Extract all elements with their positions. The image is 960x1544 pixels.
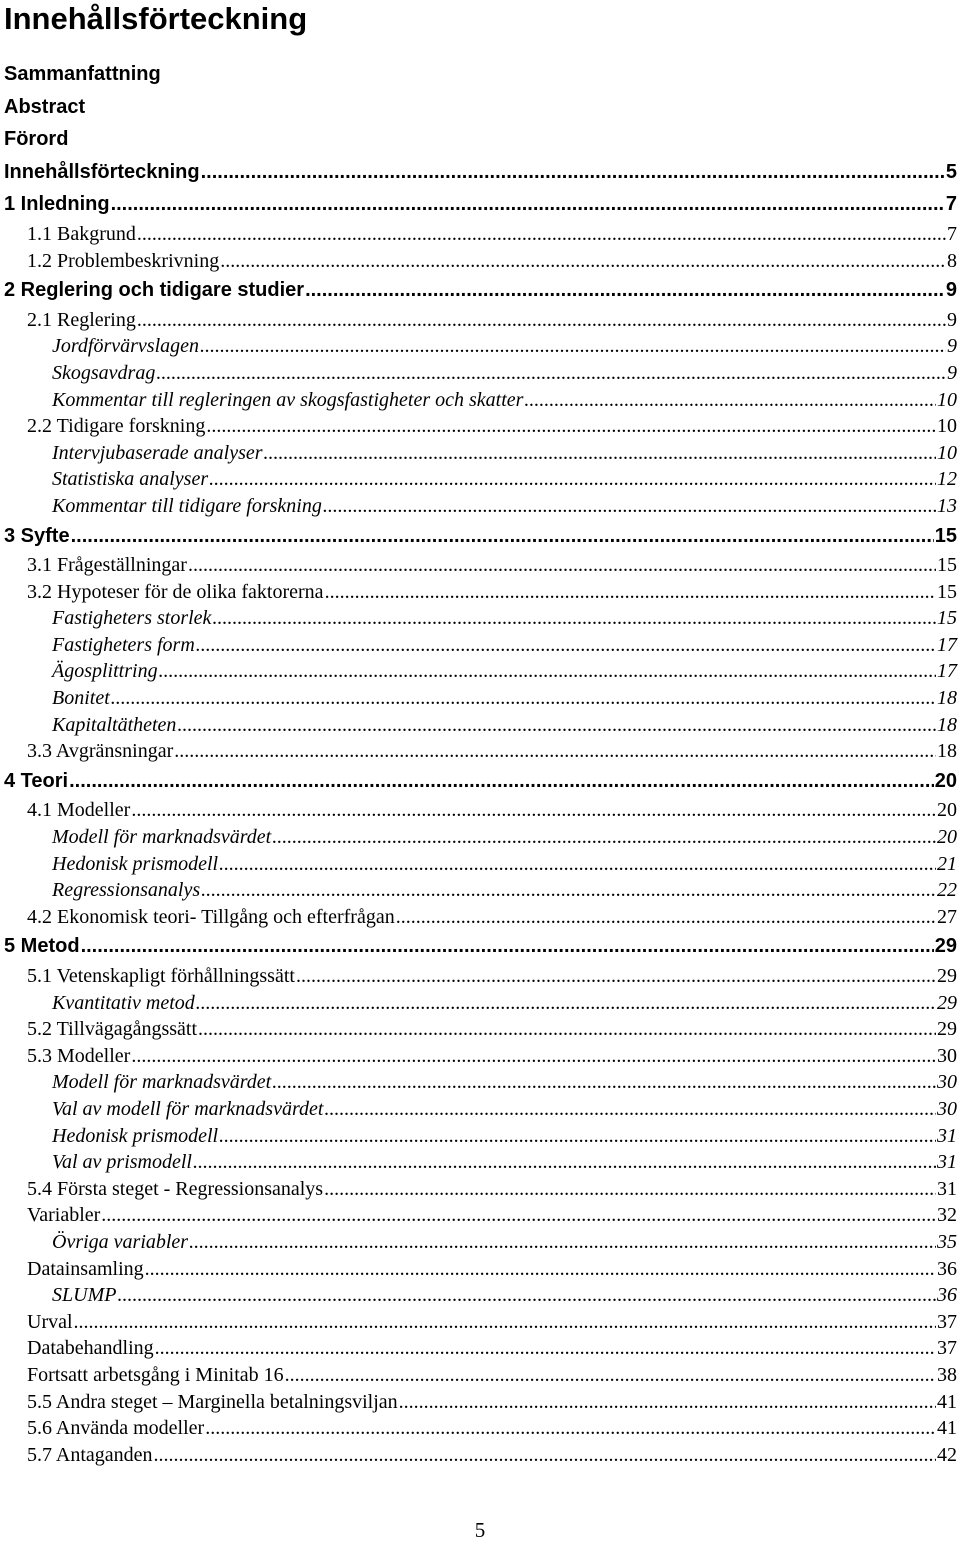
toc-entry-page-number: 37 bbox=[937, 1337, 957, 1360]
toc-entry-page-number: 30 bbox=[937, 1071, 957, 1094]
table-of-contents bbox=[0, 58, 960, 1468]
toc-entry-title: 1.2 Problembeskrivning bbox=[27, 249, 220, 272]
toc-entry-page-number: 31 bbox=[937, 1151, 957, 1174]
toc-entry[interactable] bbox=[0, 712, 960, 739]
toc-dot-leader bbox=[305, 274, 945, 307]
toc-entry-title: Jordförvärvslagen bbox=[52, 335, 200, 358]
toc-dot-leader bbox=[219, 1123, 936, 1150]
toc-dot-leader bbox=[145, 1256, 936, 1283]
toc-entry-title: Kvantitativ metod bbox=[52, 991, 195, 1014]
toc-entry-page-number: 29 bbox=[937, 965, 957, 987]
toc-entry-page-number: 15 bbox=[937, 580, 957, 603]
toc-entry-title: 5 Metod bbox=[4, 935, 80, 958]
toc-entry[interactable] bbox=[0, 824, 960, 851]
toc-dot-leader bbox=[71, 520, 934, 553]
toc-entry[interactable] bbox=[0, 1149, 960, 1176]
toc-entry-title: 5.3 Modeller bbox=[27, 1044, 131, 1067]
toc-entry[interactable] bbox=[0, 274, 960, 307]
toc-entry[interactable] bbox=[0, 797, 960, 824]
toc-dot-leader bbox=[196, 990, 936, 1017]
toc-dot-leader bbox=[69, 765, 934, 798]
toc-entry[interactable] bbox=[0, 493, 960, 520]
toc-entry[interactable] bbox=[0, 579, 960, 606]
toc-dot-leader bbox=[296, 963, 936, 990]
toc-dot-leader bbox=[205, 1415, 936, 1442]
toc-entry-page-number: 13 bbox=[937, 494, 957, 517]
toc-entry-page-number: 36 bbox=[937, 1284, 957, 1307]
toc-entry-page-number: 38 bbox=[937, 1363, 957, 1386]
toc-entry-page-number: 31 bbox=[937, 1124, 957, 1147]
toc-entry[interactable] bbox=[0, 333, 960, 360]
toc-entry[interactable] bbox=[0, 552, 960, 579]
toc-entry-title: 5.4 Första steget - Regressionsanalys bbox=[27, 1177, 324, 1200]
toc-entry-page-number: 15 bbox=[937, 554, 957, 577]
toc-entry-title: Innehållsförteckning bbox=[4, 160, 200, 183]
toc-entry-title: Sammanfattning bbox=[4, 63, 161, 85]
toc-entry-title: 1 Inledning bbox=[4, 193, 110, 216]
toc-entry-page-number: 8 bbox=[947, 249, 957, 272]
toc-entry-title: Regressionsanalys bbox=[52, 879, 201, 902]
toc-entry[interactable] bbox=[0, 1069, 960, 1096]
toc-entry[interactable] bbox=[0, 413, 960, 440]
toc-entry[interactable] bbox=[0, 58, 960, 91]
toc-entry-title: 5.7 Antaganden bbox=[27, 1443, 153, 1466]
toc-entry-page-number: 20 bbox=[937, 799, 957, 822]
toc-entry-page-number: 9 bbox=[947, 335, 957, 358]
toc-entry-page-number: 18 bbox=[937, 687, 957, 710]
toc-entry[interactable] bbox=[0, 1016, 960, 1043]
toc-entry-page-number: 30 bbox=[937, 1044, 957, 1067]
toc-entry-title: 4 Teori bbox=[4, 769, 69, 792]
toc-entry-page-number: 29 bbox=[937, 1018, 957, 1041]
toc-dot-leader bbox=[174, 738, 936, 765]
toc-entry-page-number: 17 bbox=[937, 633, 957, 656]
toc-entry[interactable] bbox=[0, 904, 960, 931]
toc-entry[interactable] bbox=[0, 738, 960, 765]
toc-entry[interactable] bbox=[0, 156, 960, 189]
toc-entry[interactable] bbox=[0, 1282, 960, 1309]
toc-entry[interactable] bbox=[0, 963, 960, 990]
toc-entry[interactable] bbox=[0, 1096, 960, 1123]
toc-entry-title: 2 Reglering och tidigare studier bbox=[4, 279, 305, 302]
toc-entry-title: 5.5 Andra steget – Marginella betalningsviljan bbox=[27, 1390, 398, 1413]
toc-entry-title: 1.1 Bakgrund bbox=[27, 222, 136, 245]
toc-entry[interactable] bbox=[0, 1415, 960, 1442]
toc-dot-leader bbox=[196, 632, 936, 659]
page-number: 5 bbox=[474, 1518, 486, 1542]
toc-entry-title: Fastigheters form bbox=[52, 633, 195, 656]
toc-entry-page-number: 17 bbox=[937, 660, 957, 683]
toc-entry[interactable] bbox=[0, 221, 960, 248]
toc-dot-leader bbox=[272, 1069, 936, 1096]
toc-entry-page-number: 7 bbox=[945, 193, 957, 216]
toc-dot-leader bbox=[200, 333, 946, 360]
toc-dot-leader bbox=[209, 466, 936, 493]
toc-entry-title: 3.1 Frågeställningar bbox=[27, 554, 187, 577]
toc-entry-title: Hedonisk prismodell bbox=[52, 1124, 219, 1147]
toc-entry-title: 5.2 Tillvägagångssätt bbox=[27, 1018, 198, 1041]
toc-entry[interactable] bbox=[0, 851, 960, 878]
toc-dot-leader bbox=[193, 1149, 936, 1176]
toc-dot-leader bbox=[189, 1229, 936, 1256]
toc-entry-title: Modell för marknadsvärdet bbox=[52, 826, 272, 849]
toc-entry-title: Bonitet bbox=[52, 687, 110, 710]
toc-dot-leader bbox=[524, 387, 936, 414]
toc-entry[interactable] bbox=[0, 387, 960, 414]
toc-entry-page-number: 41 bbox=[937, 1390, 957, 1413]
toc-dot-leader bbox=[206, 413, 936, 440]
toc-entry[interactable] bbox=[0, 1043, 960, 1070]
toc-dot-leader bbox=[399, 1389, 936, 1416]
toc-entry[interactable] bbox=[0, 1229, 960, 1256]
toc-dot-leader bbox=[188, 552, 936, 579]
toc-entry[interactable] bbox=[0, 685, 960, 712]
toc-entry[interactable] bbox=[0, 91, 960, 124]
toc-entry[interactable] bbox=[0, 1256, 960, 1283]
toc-entry-page-number: 9 bbox=[947, 361, 957, 384]
toc-entry[interactable] bbox=[0, 1202, 960, 1229]
toc-dot-leader bbox=[74, 1309, 936, 1336]
toc-entry-page-number: 7 bbox=[947, 222, 957, 245]
toc-entry-page-number: 35 bbox=[937, 1230, 957, 1253]
toc-entry-title: 2.2 Tidigare forskning bbox=[27, 415, 206, 438]
toc-entry[interactable] bbox=[0, 188, 960, 221]
toc-entry-title: Kommentar till regleringen av skogsfastigheter och skatter bbox=[52, 388, 524, 411]
toc-entry-page-number: 36 bbox=[937, 1257, 957, 1280]
toc-dot-leader bbox=[137, 307, 946, 334]
toc-entry-page-number: 18 bbox=[937, 713, 957, 736]
toc-entry-page-number: 32 bbox=[937, 1204, 957, 1227]
toc-entry-page-number: 27 bbox=[937, 905, 957, 928]
toc-dot-leader bbox=[201, 156, 945, 189]
toc-entry-page-number: 15 bbox=[937, 607, 957, 630]
toc-entry-title: 3 Syfte bbox=[4, 524, 70, 547]
toc-entry-title: 3.2 Hypoteser för de olika faktorerna bbox=[27, 580, 324, 603]
toc-entry-page-number: 29 bbox=[937, 991, 957, 1014]
toc-dot-leader bbox=[325, 579, 936, 606]
toc-entry-page-number: 41 bbox=[937, 1417, 957, 1440]
toc-entry-title: Kapitaltätheten bbox=[52, 713, 177, 736]
toc-entry[interactable] bbox=[0, 658, 960, 685]
toc-entry[interactable] bbox=[0, 605, 960, 632]
toc-entry[interactable] bbox=[0, 1389, 960, 1416]
toc-dot-leader bbox=[155, 1335, 936, 1362]
toc-entry-title: Skogsavdrag bbox=[52, 361, 156, 384]
toc-entry-page-number: 18 bbox=[937, 740, 957, 763]
toc-entry-page-number: 15 bbox=[934, 524, 957, 547]
toc-dot-leader bbox=[396, 904, 936, 931]
toc-entry[interactable] bbox=[0, 1362, 960, 1389]
toc-entry[interactable] bbox=[0, 466, 960, 493]
toc-entry-page-number: 20 bbox=[934, 769, 957, 792]
toc-entry-title: 4.1 Modeller bbox=[27, 799, 131, 822]
toc-entry-title: Ägosplittring bbox=[52, 660, 158, 683]
toc-dot-leader bbox=[323, 493, 936, 520]
toc-entry-title: Databehandling bbox=[27, 1337, 154, 1360]
toc-entry[interactable] bbox=[0, 632, 960, 659]
toc-entry[interactable] bbox=[0, 930, 960, 963]
toc-entry-title: 5.1 Vetenskapligt förhållningssätt bbox=[27, 965, 295, 987]
toc-dot-leader bbox=[177, 712, 936, 739]
toc-entry-page-number: 22 bbox=[937, 879, 957, 902]
toc-entry[interactable] bbox=[0, 123, 960, 156]
toc-entry-title: Val av modell för marknadsvärdet bbox=[52, 1097, 324, 1120]
toc-entry[interactable] bbox=[0, 1176, 960, 1203]
toc-dot-leader bbox=[285, 1362, 936, 1389]
toc-dot-leader bbox=[131, 1043, 936, 1070]
toc-entry[interactable] bbox=[0, 248, 960, 275]
toc-dot-leader bbox=[154, 1442, 936, 1469]
toc-entry-page-number: 29 bbox=[934, 935, 957, 958]
toc-entry-title: Fastigheters storlek bbox=[52, 607, 212, 630]
toc-entry-title: 2.1 Reglering bbox=[27, 308, 136, 331]
toc-entry-title: Hedonisk prismodell bbox=[52, 852, 219, 875]
toc-entry[interactable] bbox=[0, 520, 960, 553]
toc-entry-title: Kommentar till tidigare forskning bbox=[52, 494, 322, 517]
toc-entry-title: Övriga variabler bbox=[52, 1230, 189, 1253]
toc-dot-leader bbox=[212, 605, 936, 632]
toc-entry[interactable] bbox=[0, 1309, 960, 1336]
toc-entry-page-number: 5 bbox=[945, 160, 957, 183]
toc-entry[interactable] bbox=[0, 307, 960, 334]
toc-entry-title: Variabler bbox=[27, 1204, 101, 1227]
toc-entry-page-number: 10 bbox=[937, 388, 957, 411]
toc-dot-leader bbox=[264, 440, 936, 467]
toc-entry-page-number: 10 bbox=[937, 441, 957, 464]
toc-entry-title: Förord bbox=[4, 128, 69, 151]
page-title: Innehållsförteckning bbox=[4, 1, 308, 36]
toc-entry-title: SLUMP bbox=[52, 1284, 117, 1307]
toc-dot-leader bbox=[137, 221, 946, 248]
toc-dot-leader bbox=[324, 1176, 936, 1203]
toc-dot-leader bbox=[220, 248, 946, 275]
toc-entry[interactable] bbox=[0, 360, 960, 387]
toc-entry[interactable] bbox=[0, 1123, 960, 1150]
toc-dot-leader bbox=[272, 824, 936, 851]
toc-dot-leader bbox=[159, 658, 936, 685]
toc-entry[interactable] bbox=[0, 440, 960, 467]
toc-entry-page-number: 10 bbox=[937, 415, 957, 438]
toc-entry-title: Abstract bbox=[4, 95, 86, 118]
toc-dot-leader bbox=[131, 797, 936, 824]
toc-entry-title: Fortsatt arbetsgång i Minitab 16 bbox=[27, 1363, 284, 1386]
toc-entry-title: Urval bbox=[27, 1310, 73, 1333]
toc-entry-page-number: 37 bbox=[937, 1310, 957, 1333]
toc-entry-title: Val av prismodell bbox=[52, 1151, 192, 1174]
toc-dot-leader bbox=[201, 877, 936, 904]
toc-dot-leader bbox=[81, 930, 934, 963]
toc-entry[interactable] bbox=[0, 1442, 960, 1469]
toc-entry-page-number: 30 bbox=[937, 1097, 957, 1120]
toc-dot-leader bbox=[111, 685, 936, 712]
toc-dot-leader bbox=[198, 1016, 936, 1043]
toc-entry-page-number: 12 bbox=[937, 468, 957, 491]
toc-entry-page-number: 31 bbox=[937, 1177, 957, 1200]
toc-dot-leader bbox=[117, 1282, 936, 1309]
toc-entry-title: 4.2 Ekonomisk teori- Tillgång och efterfrågan bbox=[27, 905, 395, 928]
toc-dot-leader bbox=[324, 1096, 936, 1123]
toc-entry[interactable] bbox=[0, 990, 960, 1017]
toc-entry-title: Intervjubaserade analyser bbox=[52, 441, 263, 464]
toc-entry[interactable] bbox=[0, 765, 960, 798]
toc-entry-title: Datainsamling bbox=[27, 1257, 144, 1280]
toc-entry[interactable] bbox=[0, 877, 960, 904]
toc-entry-page-number: 20 bbox=[937, 826, 957, 849]
toc-entry-title: Statistiska analyser bbox=[52, 468, 209, 491]
toc-entry[interactable] bbox=[0, 1335, 960, 1362]
toc-entry-title: 5.6 Använda modeller bbox=[27, 1417, 205, 1440]
toc-entry-title: Modell för marknadsvärdet bbox=[52, 1071, 272, 1094]
toc-entry-page-number: 9 bbox=[945, 279, 957, 302]
toc-dot-leader bbox=[219, 851, 936, 878]
toc-entry-page-number: 21 bbox=[937, 852, 957, 875]
toc-entry-page-number: 42 bbox=[937, 1443, 957, 1466]
toc-dot-leader bbox=[101, 1202, 936, 1229]
toc-dot-leader bbox=[156, 360, 946, 387]
toc-dot-leader bbox=[111, 188, 945, 221]
toc-entry-page-number: 9 bbox=[947, 308, 957, 331]
toc-entry-title: 3.3 Avgränsningar bbox=[27, 740, 174, 763]
